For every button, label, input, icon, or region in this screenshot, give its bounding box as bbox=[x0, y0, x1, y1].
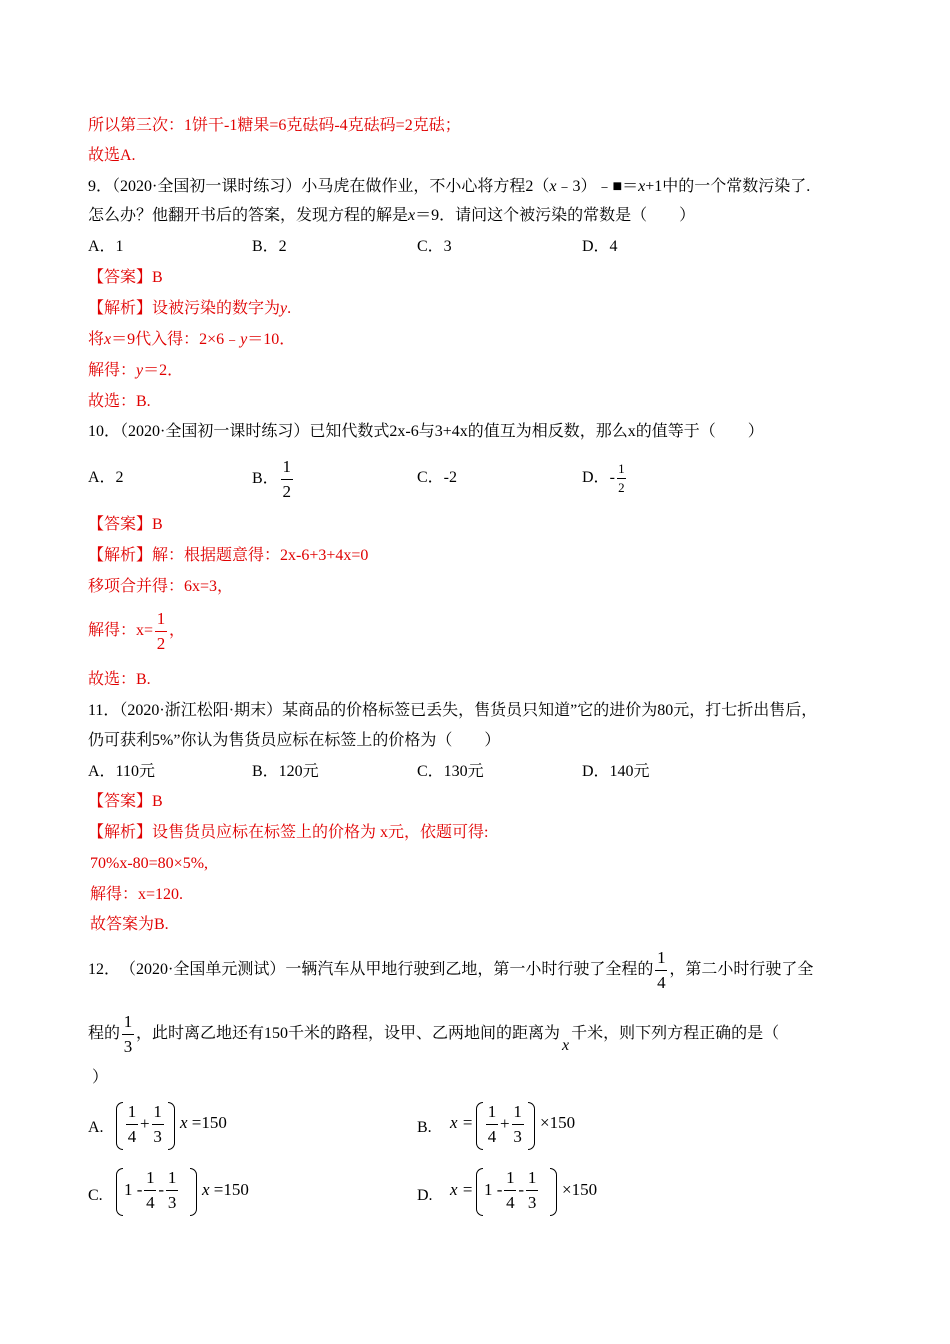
fraction-one-quarter: $\frac{1}{4}$ bbox=[657, 947, 666, 992]
fraction-one-half: $\frac{1}{2}$ bbox=[156, 608, 166, 653]
q9-line-1: 9．（2020·全国初一课时练习）小马虎在做作业，不小心将方程2（x﹣3）﹣■＝x+1中的一个常数污染了. bbox=[88, 178, 811, 195]
right-paren bbox=[550, 1168, 557, 1216]
q11-explanation-1: 【解析】设售货员应标在标签上的价格为 x元，依题可得: bbox=[88, 824, 489, 841]
q10-line-1: 10．（2020·全国初一课时练习）已知代数式2x-6与3+4x的值互为相反数，那么x的值等于（ ） bbox=[88, 423, 764, 440]
q12-option-a-label: A. bbox=[88, 1119, 104, 1136]
left-paren bbox=[116, 1102, 123, 1150]
prev-line-2: 故选A. bbox=[88, 147, 136, 164]
q11-line-1: 11．（2020·浙江松阳·期末）某商品的价格标签已丢失，售货员只知道”它的进价为80元，打七折出售后， bbox=[88, 702, 818, 719]
q12-option-b-label: B. bbox=[417, 1119, 432, 1136]
fraction-one-third: $\frac{1}{3}$ bbox=[123, 1011, 133, 1056]
q12-option-c-rhs: x =150 bbox=[202, 1180, 249, 1199]
q12-number: 12． bbox=[88, 961, 121, 978]
q9-option-a: A．1 bbox=[88, 238, 124, 255]
q11-source: （2020·浙江松阳·期末） bbox=[119, 702, 283, 719]
left-paren bbox=[476, 1168, 483, 1216]
q12-option-d-expr: 1 - $\frac{1}{4}$ - $\frac{1}{3}$ bbox=[484, 1167, 537, 1212]
q11-option-c: C．130元 bbox=[417, 763, 484, 780]
q12-option-b-lhs: x = bbox=[450, 1113, 474, 1132]
q12-option-d-lhs: x = bbox=[450, 1180, 474, 1199]
q12-option-d-label: D. bbox=[417, 1187, 433, 1204]
q10-option-a: A．2 bbox=[88, 469, 124, 486]
q11-number: 11． bbox=[88, 702, 120, 719]
q10-number: 10． bbox=[88, 423, 121, 440]
q10-explanation-3: 解得：x= $\frac{1}{2}$ ， bbox=[88, 608, 186, 653]
q9-option-d: D．4 bbox=[582, 238, 618, 255]
q11-explanation-4: 故答案为B. bbox=[90, 916, 169, 933]
q12-option-d-rhs: ×150 bbox=[562, 1180, 598, 1199]
q11-explanation-2: 70%x-80=80×5%, bbox=[90, 855, 209, 872]
q11-line-2: 仍可获利5%”你认为售货员应标在标签上的价格为（ ） bbox=[88, 732, 501, 749]
q12-line-2: 程的 $\frac{1}{3}$ ，此时离乙地还有150千米的路程，设甲、乙两地间的距离为 x 千米，则下列方程正确的是（ bbox=[88, 1011, 780, 1056]
q11-answer: 【答案】B bbox=[88, 793, 163, 810]
q10-answer: 【答案】B bbox=[88, 516, 163, 533]
q9-explanation-2: 将x＝9代入得：2×6﹣y＝10． bbox=[88, 331, 296, 348]
q12-option-c-expr: 1 - $\frac{1}{4}$ - $\frac{1}{3}$ bbox=[124, 1167, 177, 1212]
q9-number: 9． bbox=[88, 178, 113, 195]
prev-line-1: 所以第三次：1饼干-1糖果=6克砝码-4克砝码=2克砝； bbox=[88, 117, 461, 134]
q10-option-d: D． - $\frac{1}{2}$ bbox=[582, 460, 625, 495]
q10-option-c: C．-2 bbox=[417, 469, 458, 486]
fraction-one-half: $\frac{1}{2}$ bbox=[618, 460, 625, 495]
q9-option-c: C．3 bbox=[417, 238, 452, 255]
left-paren bbox=[476, 1102, 483, 1150]
q9-explanation-3: 解得：y＝2． bbox=[88, 362, 184, 379]
q12-option-a-expr: $\frac{1}{4}$ + $\frac{1}{3}$ bbox=[127, 1101, 162, 1146]
q9-explanation-1: 【解析】设被污染的数字为y. bbox=[88, 300, 292, 317]
q11-explanation-3: 解得：x=120. bbox=[90, 886, 184, 903]
q12-option-b-rhs: ×150 bbox=[540, 1113, 576, 1132]
q12-line-3: ） bbox=[92, 1069, 109, 1086]
q12-source: （2020·全国单元测试） bbox=[120, 961, 286, 978]
q11-option-a: A．110元 bbox=[88, 763, 155, 780]
q10-explanation-2: 移项合并得：6x=3， bbox=[88, 578, 234, 595]
q9-explanation-4: 故选：B. bbox=[88, 393, 151, 410]
left-paren bbox=[116, 1168, 123, 1216]
q12-option-a-rhs: x =150 bbox=[180, 1113, 227, 1132]
right-paren bbox=[190, 1168, 197, 1216]
q11-option-d: D．140元 bbox=[582, 763, 650, 780]
q9-option-b: B．2 bbox=[252, 238, 287, 255]
q10-explanation-1: 【解析】解：根据题意得：2x-6+3+4x=0 bbox=[88, 547, 369, 564]
right-paren bbox=[528, 1102, 535, 1150]
q10-option-b: B． $\frac{1}{2}$ bbox=[252, 456, 291, 501]
q9-line-2: 怎么办？他翻开书后的答案，发现方程的解是x＝9．请问这个被污染的常数是（ ） bbox=[88, 207, 696, 224]
q12-line-1: 12． （2020·全国单元测试） 一辆汽车从甲地行驶到乙地，第一小时行驶了全程的 $\frac{1}{4}$ ，第二小时行驶了全 bbox=[88, 947, 814, 992]
q12-option-b-expr: $\frac{1}{4}$ + $\frac{1}{3}$ bbox=[487, 1101, 522, 1146]
q9-source: （2020·全国初一课时练习） bbox=[112, 178, 302, 195]
q12-option-c-label: C. bbox=[88, 1187, 103, 1204]
q9-answer: 【答案】B bbox=[88, 269, 163, 286]
q10-source: （2020·全国初一课时练习） bbox=[120, 423, 310, 440]
q10-explanation-4: 故选：B. bbox=[88, 671, 151, 688]
fraction-one-half: $\frac{1}{2}$ bbox=[282, 456, 291, 501]
right-paren bbox=[168, 1102, 175, 1150]
q11-option-b: B．120元 bbox=[252, 763, 319, 780]
